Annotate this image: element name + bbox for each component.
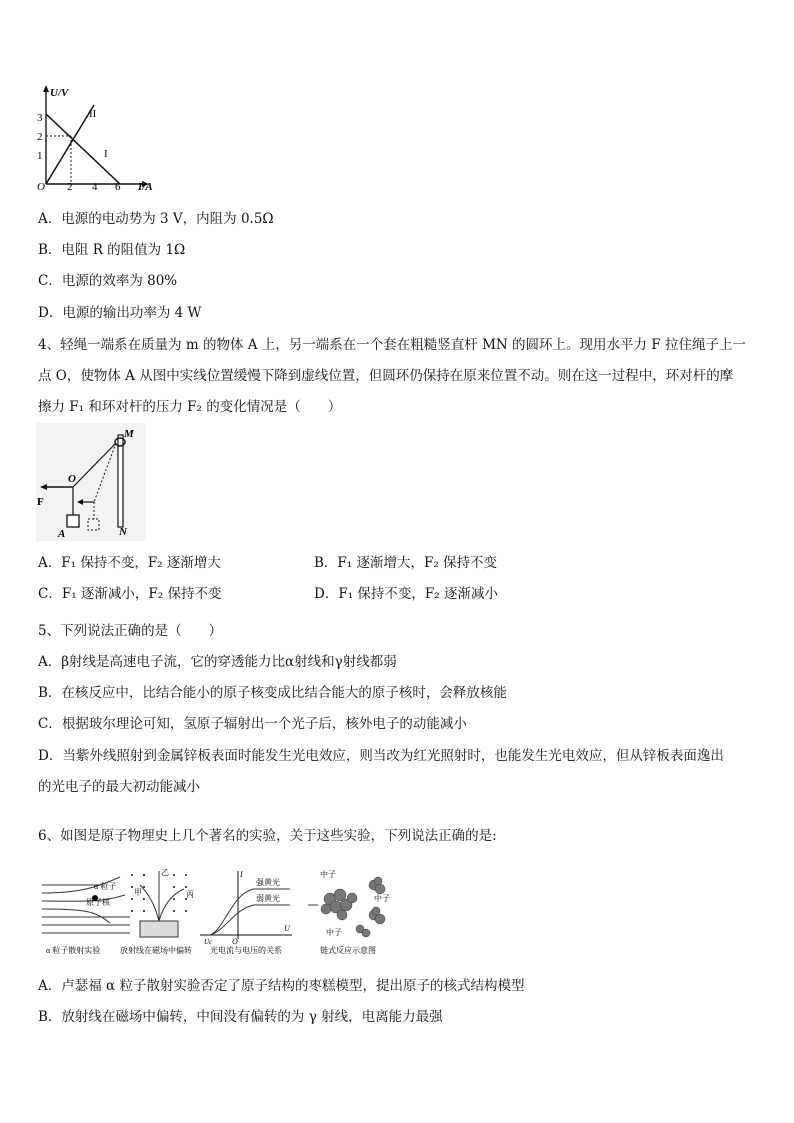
label-u: U bbox=[284, 924, 290, 933]
block-a-solid bbox=[67, 515, 79, 527]
panel-chain-reaction bbox=[308, 869, 390, 955]
caption-chain: 链式反应示意图 bbox=[320, 946, 376, 955]
rope-ring-figure bbox=[36, 423, 146, 541]
q4-stem-line1: 4、轻绳一端系在质量为 m 的物体 A 上，另一端系在一个套在粗糙竖直杆 MN 的圆环上。现用水平力 F 拉住绳子上一 bbox=[38, 337, 746, 353]
label-strong: 强黄光 bbox=[256, 878, 280, 887]
tick-y-3: 3 bbox=[37, 112, 43, 124]
y-axis-label: U/V bbox=[50, 87, 69, 99]
tick-x-2: 2 bbox=[67, 181, 73, 193]
tick-y-2: 2 bbox=[37, 131, 43, 143]
q6-option-b: B．放射线在磁场中偏转，中间没有偏转的为 γ 射线，电离能力最强 bbox=[38, 1009, 443, 1025]
q3-option-b: B．电阻 R 的阻值为 1Ω bbox=[38, 242, 186, 258]
label-neutron-2: 中子 bbox=[374, 894, 390, 903]
origin-label: O bbox=[37, 181, 45, 193]
line-II bbox=[46, 105, 94, 184]
label-jia: 甲 bbox=[134, 888, 142, 897]
tick-x-4: 4 bbox=[92, 181, 98, 193]
q3-option-d: D．电源的输出功率为 4 W bbox=[38, 305, 202, 321]
q3-option-c: C．电源的效率为 80% bbox=[38, 273, 178, 289]
panel-photocurrent bbox=[200, 870, 292, 955]
label-yi: 乙 bbox=[161, 868, 169, 877]
ui-graph bbox=[34, 82, 162, 194]
label-bing: 丙 bbox=[186, 890, 194, 899]
panel-magnetic-deflection bbox=[120, 868, 194, 955]
line-I-label: I bbox=[104, 148, 108, 160]
label-f: F bbox=[37, 496, 44, 508]
tick-y-1: 1 bbox=[37, 150, 43, 162]
pole-mn bbox=[118, 435, 123, 527]
q5-option-b: B．在核反应中，比结合能小的原子核变成比结合能大的原子核时，会释放核能 bbox=[38, 685, 507, 701]
label-o2: O bbox=[232, 937, 238, 946]
q4-stem-line3: 擦力 F₁ 和环对杆的压力 F₂ 的变化情况是（ ） bbox=[38, 399, 342, 415]
label-neutron-1: 中子 bbox=[320, 870, 336, 879]
q5-option-a: A．β射线是高速电子流，它的穿透能力比α射线和γ射线都弱 bbox=[38, 654, 397, 670]
atomic-experiments-figure bbox=[40, 865, 400, 960]
caption-alpha: α 粒子散射实验 bbox=[46, 946, 101, 955]
q4-stem-line2: 点 O，使物体 A 从图中实线位置缓慢下降到虚线位置，但圆环仍保持在原来位置不动。则在这一过程中，环对杆的摩 bbox=[38, 368, 734, 384]
x-axis-label: I/A bbox=[138, 181, 153, 193]
label-i: I bbox=[240, 870, 243, 879]
label-neutron-3: 中子 bbox=[326, 928, 342, 937]
q6-stem: 6、如图是原子物理史上几个著名的实验，关于这些实验，下列说法正确的是: bbox=[38, 828, 497, 844]
label-alpha: α 粒子 bbox=[94, 882, 117, 891]
q4-option-a: A．F₁ 保持不变，F₂ 逐渐增大 bbox=[38, 555, 221, 571]
q6-option-a: A．卢瑟福 α 粒子散射实验否定了原子结构的枣糕模型，提出原子的核式结构模型 bbox=[38, 978, 525, 994]
label-o: O bbox=[68, 473, 76, 485]
label-m: M bbox=[124, 428, 134, 440]
tick-x-6: 6 bbox=[115, 181, 121, 193]
caption-photocurrent: 光电流与电压的关系 bbox=[210, 946, 282, 955]
q3-option-a: A．电源的电动势为 3 V，内阻为 0.5Ω bbox=[38, 211, 274, 227]
y-arrow bbox=[43, 85, 49, 92]
label-a: A bbox=[58, 528, 66, 540]
q4-option-b: B．F₁ 逐渐增大，F₂ 保持不变 bbox=[314, 555, 498, 571]
q5-option-c: C．根据玻尔理论可知，氢原子辐射出一个光子后，核外电子的动能减小 bbox=[38, 716, 467, 732]
q5-stem: 5、下列说法正确的是（ ） bbox=[38, 623, 223, 639]
label-nucleus: 原子核 bbox=[86, 898, 110, 907]
line-II-label: II bbox=[89, 108, 97, 120]
caption-magnetic: 放射线在磁场中偏转 bbox=[120, 946, 192, 955]
label-uc: Uc bbox=[204, 938, 213, 946]
panel-alpha-scattering bbox=[42, 877, 130, 955]
label-weak: 弱黄光 bbox=[256, 894, 280, 903]
label-n: N bbox=[119, 526, 127, 538]
q5-option-d-line1: D．当紫外线照射到金属锌板表面时能发生光电效应，则当改为红光照射时，也能发生光电效应，但从锌板表面逸出 bbox=[38, 748, 724, 764]
lead-block bbox=[140, 921, 178, 937]
q5-option-d-line2: 的光电子的最大初动能减小 bbox=[38, 779, 200, 795]
q4-option-c: C．F₁ 逐渐减小，F₂ 保持不变 bbox=[38, 586, 222, 602]
figure-background bbox=[36, 423, 146, 541]
q4-option-d: D．F₁ 保持不变，F₂ 逐渐减小 bbox=[314, 586, 498, 602]
